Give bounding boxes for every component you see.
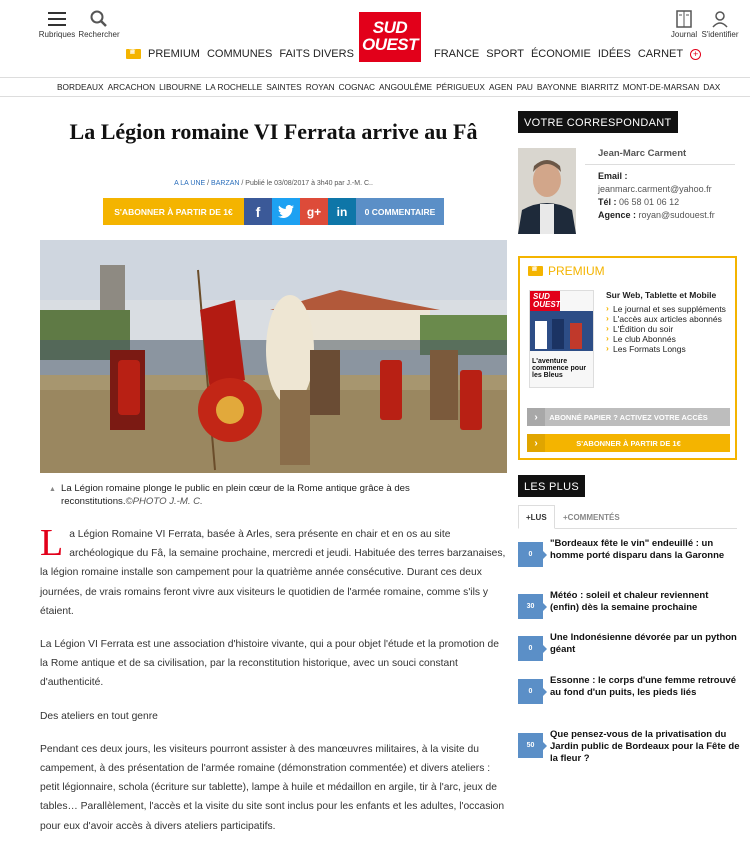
premium-title-text: PREMIUM: [548, 264, 605, 278]
chevron-right-icon: ›: [527, 408, 545, 426]
share-bar: [103, 198, 444, 225]
city-link[interactable]: PAU: [516, 82, 533, 92]
mag-cover-image: [530, 311, 594, 351]
nav-carnet[interactable]: CARNET: [637, 48, 684, 60]
photo-credit: ©PHOTO J.-M. C.: [125, 496, 203, 507]
correspondent-email[interactable]: jeanmarc.carment@yahoo.fr: [598, 184, 712, 194]
menu-label: Rubriques: [38, 30, 76, 39]
les-plus-header: LES PLUS: [518, 475, 585, 497]
premium-benefit: › Les Formats Longs: [606, 344, 736, 354]
premium-benefit: › Le journal et ses suppléments: [606, 304, 736, 314]
facebook-icon: f: [255, 203, 261, 220]
correspondent-divider: [585, 164, 735, 165]
correspondent-header: VOTRE CORRESPONDANT: [518, 111, 678, 133]
activate-paper-access-label: ABONNÉ PAPIER ? ACTIVEZ VOTRE ACCÈS: [549, 412, 708, 422]
comment-count-badge: 30: [518, 594, 543, 619]
breadcrumb-separator: /: [205, 180, 212, 187]
subheading: Des ateliers en tout genre: [40, 710, 158, 722]
list-item-title[interactable]: Essonne : le corps d'une femme retrouvé au fond d'un puits, les pieds liés: [550, 675, 736, 698]
googleplus-share-button[interactable]: [300, 198, 328, 225]
city-link[interactable]: ANGOULÊME: [379, 82, 433, 92]
correspondent-name: Jean-Marc Carment: [598, 148, 687, 159]
correspondent-phone[interactable]: 06 58 01 06 12: [619, 197, 680, 207]
search-label: Rechercher: [78, 30, 120, 39]
correspondent-portrait: [518, 148, 576, 234]
premium-crown-icon: [126, 49, 141, 59]
article-meta: [40, 180, 507, 187]
publish-info: / Publié le 03/08/2017 à 3h40 par J.-M. C..: [239, 180, 373, 187]
premium-benefit: › L'Édition du soir: [606, 324, 736, 334]
breadcrumb-barzan[interactable]: BARZAN: [211, 180, 240, 187]
paragraph-1: [40, 522, 507, 621]
list-item-title[interactable]: Météo : soleil et chaleur reviennent (enfin) dès la semaine prochaine: [550, 590, 709, 613]
premium-benefit: › Le club Abonnés: [606, 334, 736, 344]
tab-plus-commentes[interactable]: +COMMENTÉS: [563, 512, 620, 522]
linkedin-icon: in: [336, 204, 348, 219]
nav-idees[interactable]: IDÉES: [597, 48, 631, 60]
nav-faits-divers[interactable]: FAITS DIVERS: [279, 48, 354, 60]
city-link[interactable]: COGNAC: [338, 82, 376, 92]
mag-headline: L'aventure commence pour les Bleus: [532, 358, 587, 379]
site-logo[interactable]: [359, 12, 421, 62]
city-link[interactable]: LA ROCHELLE: [205, 82, 263, 92]
photo-caption: [40, 482, 507, 508]
premium-box: [518, 256, 737, 460]
hamburger-icon: [46, 10, 68, 28]
premium-subscribe-button[interactable]: [527, 434, 730, 452]
main-nav-right: [434, 48, 701, 60]
drop-cap: L: [40, 522, 64, 564]
search-button[interactable]: [74, 10, 124, 39]
newspaper-icon: [673, 10, 695, 28]
chevron-right-icon: ›: [527, 434, 545, 452]
comment-count-badge: 0: [518, 636, 543, 661]
paragraph-4: Pendant ces deux jours, les visiteurs pourront assister à des manœuvres militaires, à la visite du campement, à des présentation de l'armée romaine (démonstration commentée) et divers ateliers : petit légionnaire, schola (écriture sur tablette), lampe à huile et médaillon en argile, tir à l'arc, jeux de tables… Parallèlement, l'accès et la visite du site sont inclus pour les enfants et les adultes, l'occasion pour eux d'avoir accès à divers ateliers participatifs.: [40, 743, 505, 832]
more-plus-icon[interactable]: +: [690, 49, 701, 60]
comment-count-badge: 50: [518, 733, 543, 758]
city-link[interactable]: DAX: [703, 82, 721, 92]
linkedin-share-button[interactable]: [328, 198, 356, 225]
city-link[interactable]: BORDEAUX: [57, 82, 104, 92]
premium-benefit: › L'accès aux articles abonnés: [606, 314, 736, 324]
mag-logo: SUD OUEST: [530, 291, 560, 311]
nav-sport[interactable]: SPORT: [486, 48, 524, 60]
logo-line-1: SUD: [372, 18, 408, 37]
tab-plus-lus[interactable]: +LUS: [518, 505, 555, 529]
tel-label: Tél :: [598, 197, 617, 207]
premium-magazine-thumbnail[interactable]: [529, 290, 594, 388]
site-header: [0, 0, 750, 76]
login-label: S'identifier: [701, 30, 739, 39]
facebook-share-button[interactable]: [244, 198, 272, 225]
twitter-icon: [278, 205, 294, 218]
caption-text: La Légion romaine plonge le public en plein cœur de la Rome antique grâce à des reconstitutions.: [61, 483, 410, 507]
city-link[interactable]: PÉRIGUEUX: [436, 82, 485, 92]
correspondent-contact: [598, 170, 715, 222]
googleplus-icon: g+: [306, 204, 322, 219]
comment-count-badge: 0: [518, 679, 543, 704]
caption-triangle-icon: ▲: [49, 486, 56, 493]
agency-label: Agence :: [598, 210, 637, 220]
city-link[interactable]: LIBOURNE: [159, 82, 202, 92]
login-button[interactable]: [695, 10, 745, 39]
user-icon: [709, 10, 731, 28]
city-link[interactable]: SAINTES: [266, 82, 302, 92]
email-label: Email :: [598, 171, 628, 181]
nav-communes[interactable]: COMMUNES: [206, 48, 273, 60]
correspondent-avatar: [518, 148, 576, 234]
list-item-title[interactable]: Une Indonésienne dévorée par un python géant: [550, 632, 737, 655]
les-plus-tabs: [518, 505, 737, 529]
correspondent-agency-email[interactable]: royan@sudouest.fr: [638, 210, 715, 220]
premium-benefits-heading: Sur Web, Tablette et Mobile: [606, 290, 717, 300]
article-photo[interactable]: [40, 240, 507, 473]
premium-box-title: [528, 264, 605, 278]
nav-france[interactable]: FRANCE: [434, 48, 480, 60]
logo-line-2: OUEST: [361, 35, 419, 54]
breadcrumb-a-la-une[interactable]: A LA UNE: [174, 180, 206, 187]
list-item-title[interactable]: Que pensez-vous de la privatisation du Jardin public de Bordeaux pour la Fête de la fleur ?: [550, 729, 740, 764]
paragraph-1-text: a Légion Romaine VI Ferrata, basée à Arles, sera présente en chair et en os au site archéologique du Fâ, la semaine prochaine, mercredi et jeudi. Habituée des terres barzanaises, la légion romaine installe son campement pour la quatrième année consécutive. Durant ces deux journées, de vrais romains feront vivre aux visiteurs le quotidien de l'armée romaine, comme s'ils y étaient.: [40, 529, 506, 617]
city-link[interactable]: MONT-DE-MARSAN: [622, 82, 700, 92]
city-link[interactable]: AGEN: [488, 82, 513, 92]
legion-photo-image: [40, 240, 507, 473]
nav-economie[interactable]: ÉCONOMIE: [530, 48, 591, 60]
main-nav-left: [126, 48, 354, 60]
city-link[interactable]: BIARRITZ: [580, 82, 619, 92]
nav-premium[interactable]: PREMIUM: [148, 48, 200, 60]
city-link[interactable]: BAYONNE: [536, 82, 577, 92]
search-icon: [88, 10, 110, 28]
subscribe-button[interactable]: S'ABONNER À PARTIR DE 1€: [103, 198, 244, 225]
list-item-title[interactable]: "Bordeaux fête le vin" endeuillé : un homme porté disparu dans la Garonne: [550, 538, 725, 561]
comments-button[interactable]: 0 COMMENTAIRE: [356, 198, 444, 225]
article-title: La Légion romaine VI Ferrata arrive au Fâ: [69, 119, 478, 144]
twitter-share-button[interactable]: [272, 198, 300, 225]
article-body: [40, 522, 507, 850]
journal-label: Journal: [670, 30, 698, 39]
city-nav: [0, 77, 750, 97]
premium-benefits: [606, 290, 736, 354]
premium-crown-icon: [528, 266, 543, 276]
paragraph-2: La Légion VI Ferrata est une association d'histoire vivante, qui a pour objet l'étude et la promotion de la Rome antique et de sa civilisation, par la reconstitution historique, avec un souci constant d'authenticité.: [40, 639, 499, 689]
city-link[interactable]: ROYAN: [305, 82, 335, 92]
premium-subscribe-label: S'ABONNER À PARTIR DE 1€: [576, 438, 681, 448]
comment-count-badge: 0: [518, 542, 543, 567]
activate-paper-access-button[interactable]: [527, 408, 730, 426]
city-link[interactable]: ARCACHON: [107, 82, 156, 92]
